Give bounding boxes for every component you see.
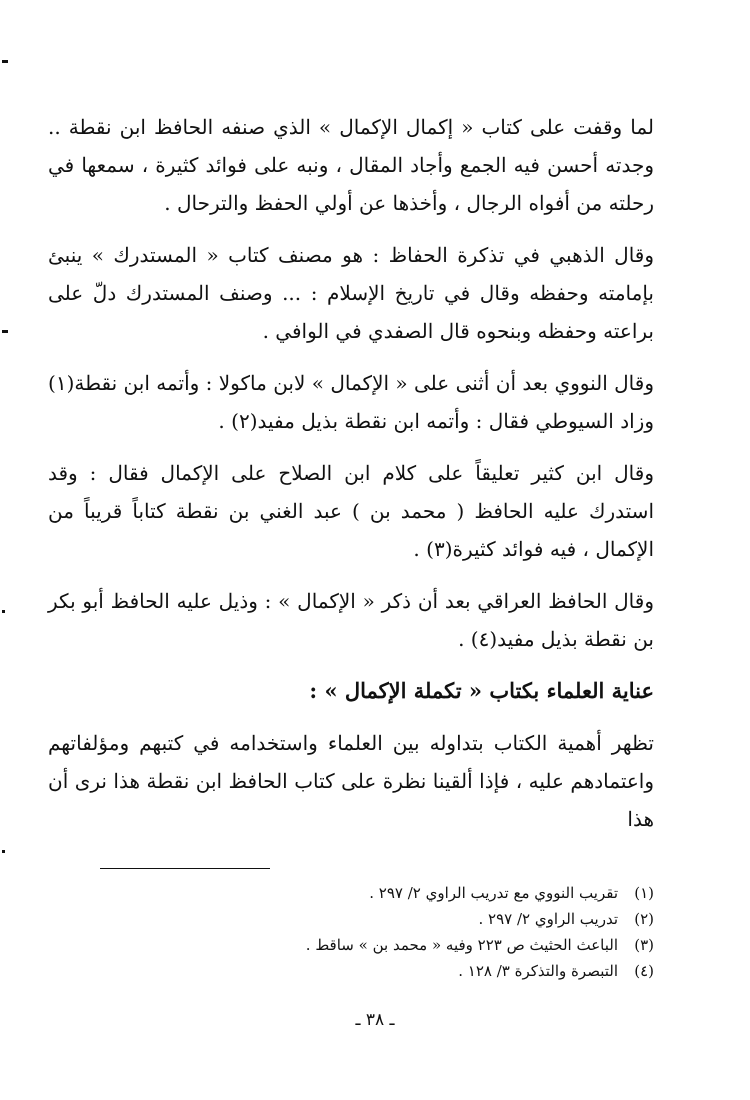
footnotes xyxy=(48,880,654,984)
scan-mark xyxy=(2,60,8,63)
paragraph: وقال ابن كثير تعليقاً على كلام ابن الصلاح على الإكمال فقال : وقد استدرك عليه الحافظ ( محمد بن ) عبد الغني بن نقطة كتاباً قريباً من الإكمال ، فيه فوائد كثيرة(٣) . xyxy=(48,461,654,561)
paragraph: لما وقفت على كتاب « إكمال الإكمال » الذي صنفه الحافظ ابن نقطة .. وجدته أحسن فيه الجمع وأجاد المقال ، ونبه على فوائد كثيرة ، سمعها في رحلته من أفواه الرجال ، وأخذها عن أولي الحفظ والترحال . xyxy=(48,115,654,215)
section-heading: عناية العلماء بكتاب « تكملة الإكمال » : xyxy=(309,678,654,703)
footnote-number: (٣) xyxy=(634,936,654,954)
footnote-number: (١) xyxy=(634,884,654,902)
footnote xyxy=(48,906,654,932)
page-number: ـ ٣٨ ـ xyxy=(355,1010,395,1030)
scan-mark xyxy=(2,850,5,853)
paragraph: وقال الذهبي في تذكرة الحفاظ : هو مصنف كتاب « المستدرك » ينبئ بإمامته وحفظه وقال في تاريخ الإسلام : ... وصنف المستدرك دلّ على براعته وحفظه وبنحوه قال الصفدي في الوافي . xyxy=(48,243,654,343)
paragraph: وقال الحافظ العراقي بعد أن ذكر « الإكمال » : وذيل عليه الحافظ أبو بكر بن نقطة بذيل مفيد(٤) . xyxy=(48,589,654,651)
footnote xyxy=(48,958,654,984)
paragraph: تظهر أهمية الكتاب بتداوله بين العلماء واستخدامه في كتبهم ومؤلفاتهم واعتمادهم عليه ، فإذا ألقينا نظرة على كتاب الحافظ ابن نقطة هذا نرى أن هذا xyxy=(48,731,654,831)
scan-mark xyxy=(2,330,8,333)
footnote-number: (٢) xyxy=(634,910,654,928)
footnote-text: الباعث الحثيث ص ٢٢٣ وفيه « محمد بن » ساقط . xyxy=(305,936,618,954)
footnote-text: تقريب النووي مع تدريب الراوي ٢/ ٢٩٧ . xyxy=(369,884,618,902)
footnote xyxy=(48,932,654,958)
footnote-divider xyxy=(100,868,270,869)
footnote xyxy=(48,880,654,906)
main-text xyxy=(48,108,654,852)
footnote-number: (٤) xyxy=(634,962,654,980)
footnote-text: تدريب الراوي ٢/ ٢٩٧ . xyxy=(478,910,618,928)
scan-mark xyxy=(2,610,5,613)
paragraph: وقال النووي بعد أن أثنى على « الإكمال » لابن ماكولا : وأتمه ابن نقطة(١) وزاد السيوطي فقال : وأتمه ابن نقطة بذيل مفيد(٢) . xyxy=(48,371,654,433)
footnote-text: التبصرة والتذكرة ٣/ ١٢٨ . xyxy=(458,962,618,980)
